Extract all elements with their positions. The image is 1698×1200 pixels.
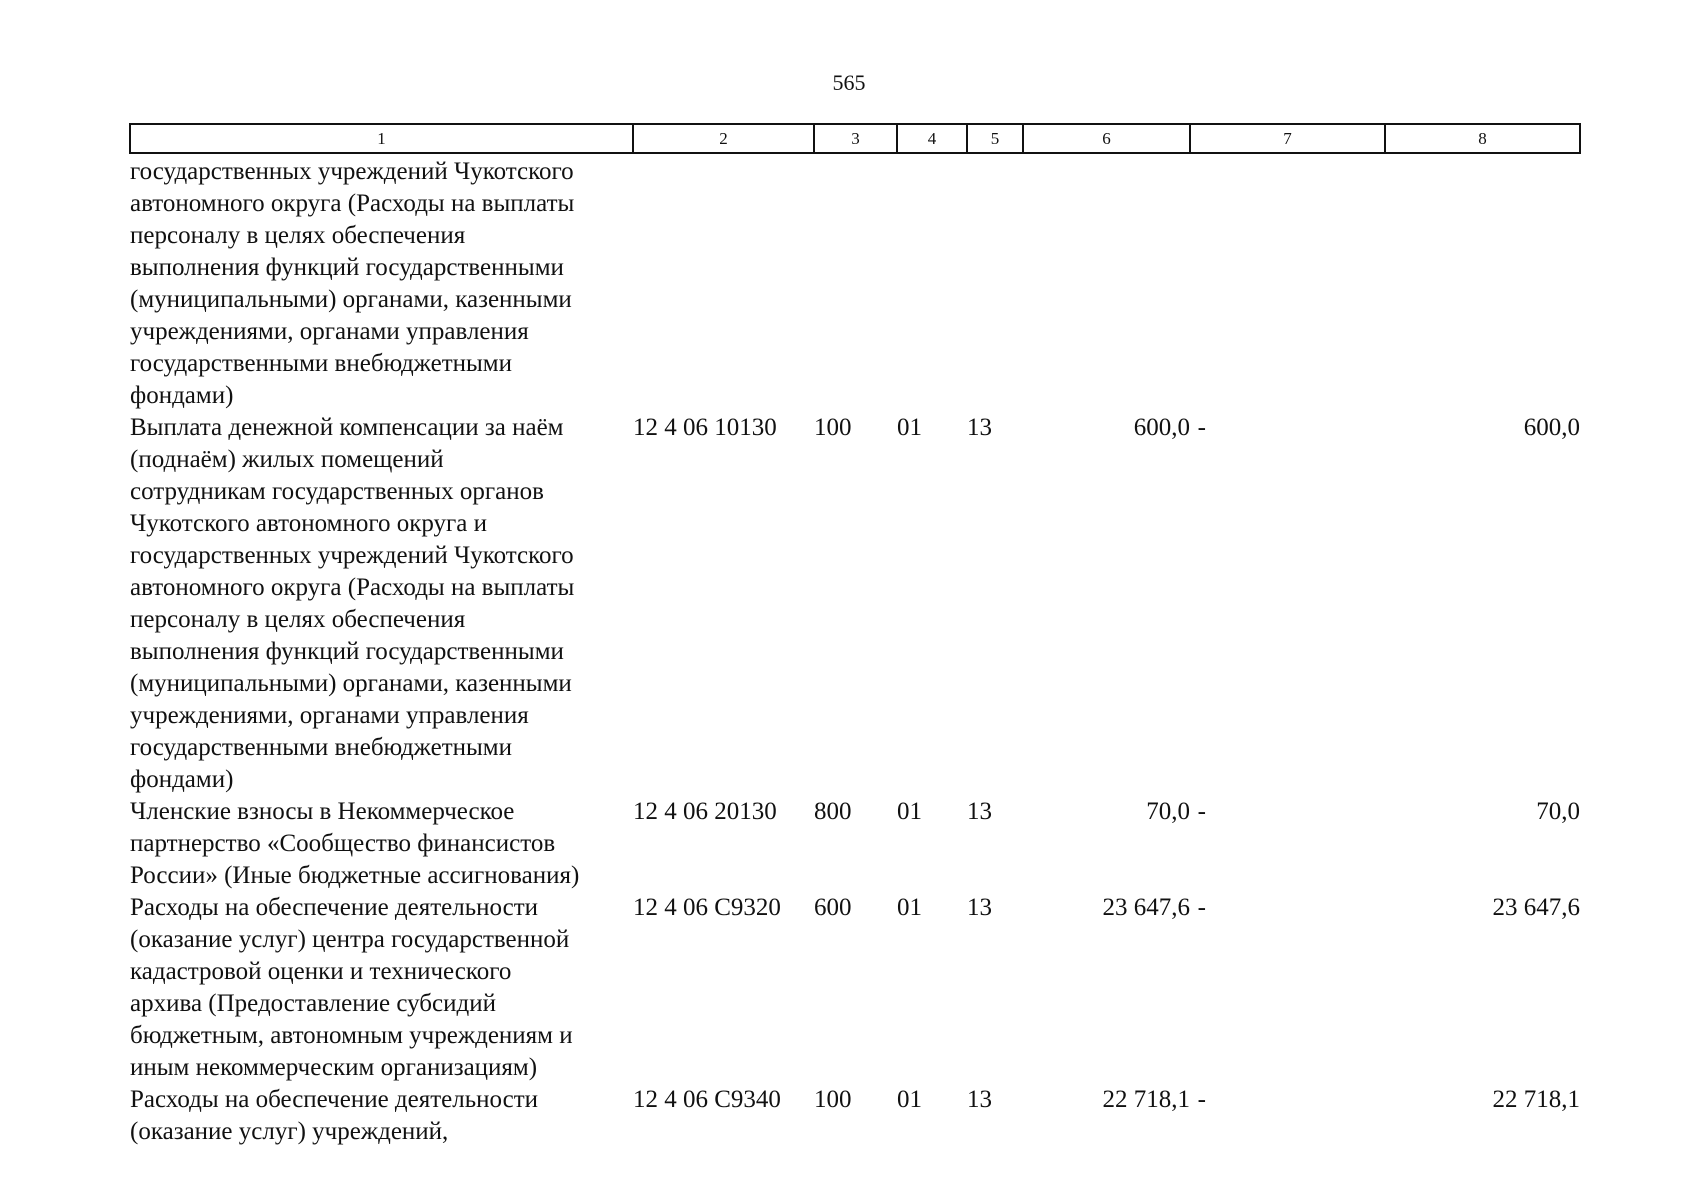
row-subsection: 13 (967, 1086, 992, 1113)
column-header-1: 1 (130, 124, 633, 153)
row-expense-type (814, 153, 897, 412)
row-target-article (633, 153, 814, 412)
row-section: 01 (897, 414, 922, 441)
row-description: Членские взносы в Некоммерческое партнерство «Сообщество финансистов России» (Иные бюджетные ассигнования) (130, 798, 580, 889)
row-amount-col7 (1190, 412, 1385, 796)
row-amount-col8: 600,0 (1523, 414, 1580, 441)
page-number: 565 (832, 70, 866, 95)
table-row (130, 153, 1580, 412)
row-amount-col7 (1190, 796, 1385, 892)
table-row (130, 1084, 1580, 1148)
table-row (130, 412, 1580, 796)
row-subsection (967, 153, 1023, 412)
row-expense-type: 100 (814, 414, 852, 441)
row-subsection: 13 (967, 894, 992, 921)
row-amount-col8: 23 647,6 (1492, 894, 1580, 921)
row-amount-col7 (1190, 1084, 1385, 1148)
row-expense-type: 100 (814, 1086, 852, 1113)
budget-table (129, 123, 1581, 1148)
row-description: государственных учреждений Чукотского автономного округа (Расходы на выплаты персоналу в целях обеспечения выполнения функций государственными (муниципальными) органами, казенными учреждениями, органами управления государственными внебюджетными фондами) (130, 158, 575, 409)
table-row (130, 892, 1580, 1084)
row-amount-col8: 70,0 (1536, 798, 1580, 825)
row-expense-type: 800 (814, 798, 852, 825)
table-body (130, 153, 1580, 1148)
row-subsection: 13 (967, 798, 992, 825)
column-header-3: 3 (814, 124, 897, 153)
row-section: 01 (897, 1086, 922, 1113)
column-header-4: 4 (897, 124, 967, 153)
row-amount-col7 (1190, 153, 1385, 412)
table-header (130, 124, 1580, 153)
table-row (130, 796, 1580, 892)
row-amount-col7-value: - (1197, 1086, 1206, 1113)
row-amount-col6: 22 718,1 (1102, 1086, 1190, 1113)
row-description: Расходы на обеспечение деятельности (оказание услуг) учреждений, (130, 1086, 539, 1145)
row-amount-col6: 70,0 (1146, 798, 1190, 825)
row-amount-col8: 22 718,1 (1492, 1086, 1580, 1113)
row-target-article: 12 4 06 10130 (633, 414, 777, 441)
row-amount-col7 (1190, 892, 1385, 1084)
row-target-article: 12 4 06 С9340 (633, 1086, 781, 1113)
column-header-5: 5 (967, 124, 1023, 153)
row-amount-col7-value: - (1197, 798, 1206, 825)
row-target-article: 12 4 06 20130 (633, 798, 777, 825)
column-header-6: 6 (1023, 124, 1190, 153)
row-amount-col8 (1385, 153, 1580, 412)
row-amount-col6: 23 647,6 (1102, 894, 1190, 921)
row-description: Выплата денежной компенсации за наём (поднаём) жилых помещений сотрудникам государственных органов Чукотского автономного округа и государственных учреждений Чукотского автономного округа (Расходы на выплаты персоналу в целях обеспечения выполнения функций государственными (муниципальными) органами, казенными учреждениями, органами управления государственными внебюджетными фондами) (130, 414, 575, 793)
column-header-2: 2 (633, 124, 814, 153)
column-header-8: 8 (1385, 124, 1580, 153)
row-subsection: 13 (967, 414, 992, 441)
row-expense-type: 600 (814, 894, 852, 921)
row-amount-col7-value: - (1197, 414, 1206, 441)
column-number-row (130, 124, 1580, 153)
row-amount-col6: 600,0 (1133, 414, 1190, 441)
row-section: 01 (897, 798, 922, 825)
column-header-7: 7 (1190, 124, 1385, 153)
row-amount-col6 (1023, 153, 1190, 412)
row-target-article: 12 4 06 С9320 (633, 894, 781, 921)
row-section: 01 (897, 894, 922, 921)
row-description: Расходы на обеспечение деятельности (оказание услуг) центра государственной кадастровой оценки и технического архива (Предоставление субсидий бюджетным, автономным учреждениям и иным некоммерческим организациям) (130, 894, 573, 1081)
row-section (897, 153, 967, 412)
row-amount-col7-value: - (1197, 894, 1206, 921)
